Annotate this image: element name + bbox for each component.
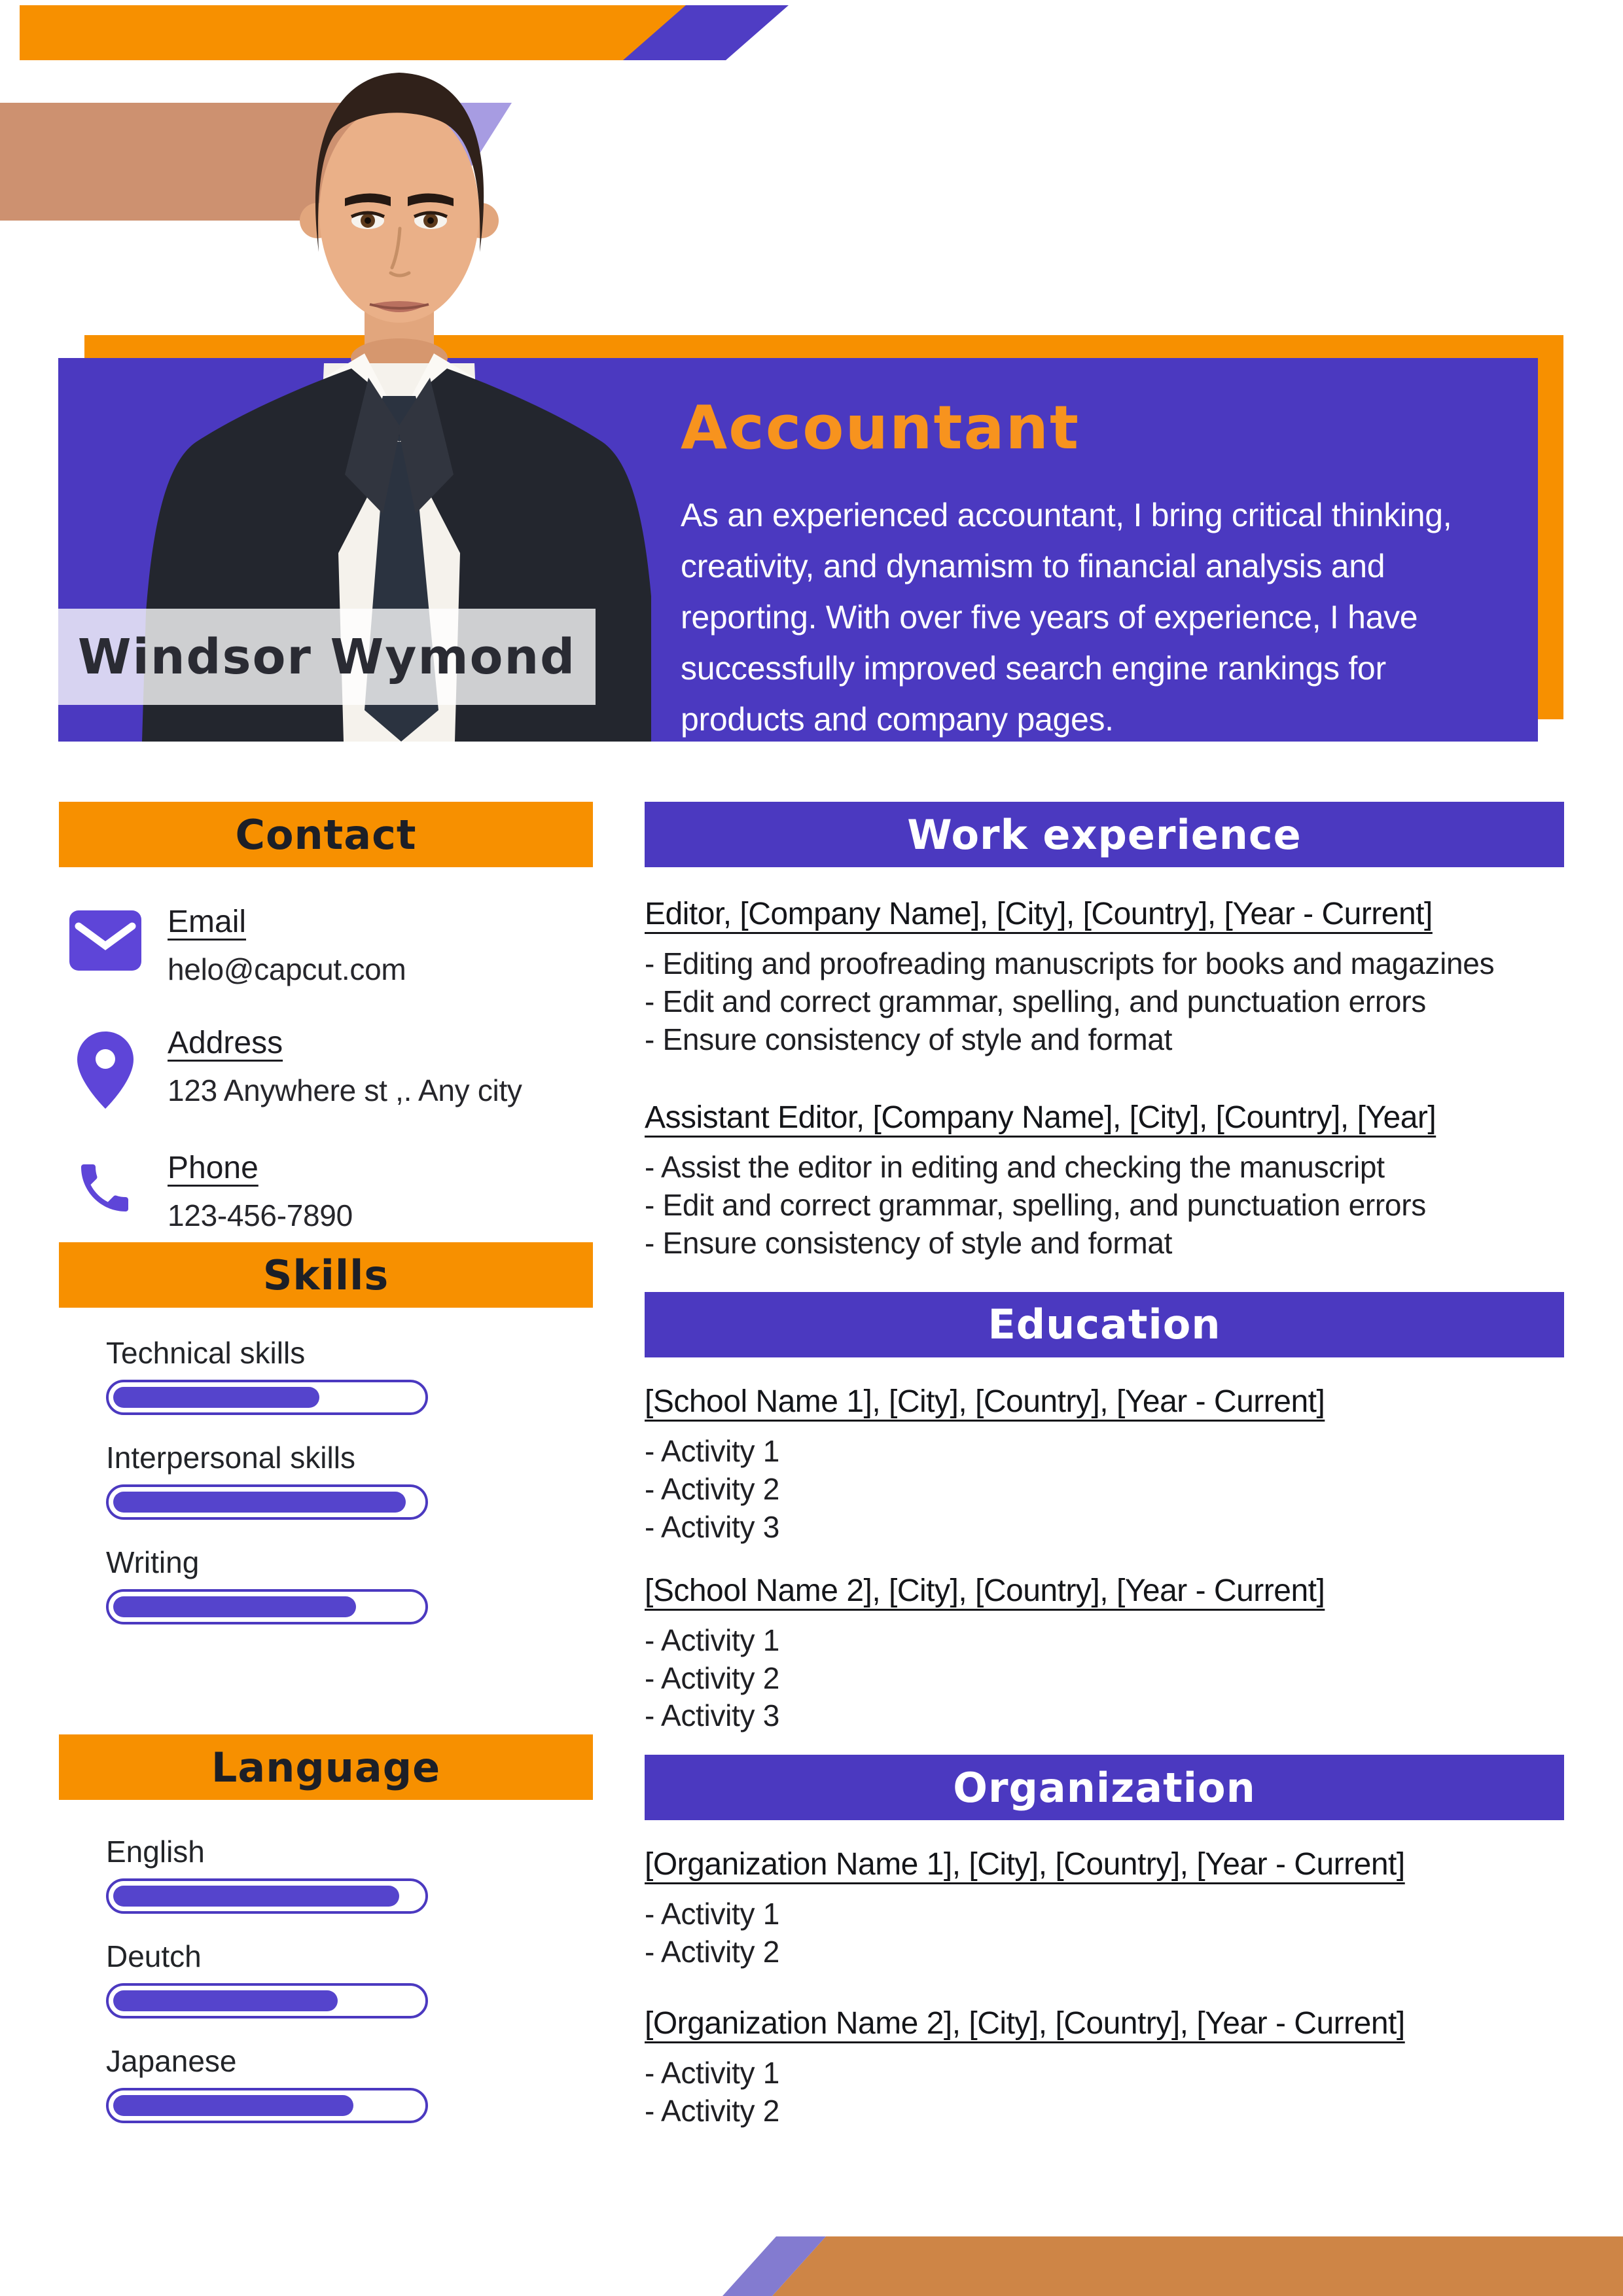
contact-phone (168, 1150, 353, 1233)
education-title: Education (988, 1300, 1221, 1349)
language-japanese-fill (113, 2095, 353, 2116)
contact-email-value: helo@capcut.com (168, 952, 406, 986)
org-1-heading: [Organization Name 1], [City], [Country], [Year - Current] (645, 1847, 1405, 1882)
map-pin-icon (59, 1025, 168, 1112)
top-orange-band (20, 5, 687, 60)
skill-technical-label: Technical skills (106, 1336, 306, 1370)
contact-address-value: 123 Anywhere st ,. Any city (168, 1073, 522, 1107)
contact-email (168, 904, 406, 987)
name-banner (58, 609, 596, 705)
profile-summary: As an experienced accountant, I bring critical thinking, creativity, and dynamism to financial analysis and reporting. With over five years of experience, I have successfully improved search engine rankings for products and company pages. (681, 497, 1452, 738)
contact-title: Contact (235, 810, 417, 859)
language-list (59, 1834, 593, 2123)
skill-technical-track (106, 1380, 428, 1415)
school-1-bullet: - Activity 1 (645, 1433, 780, 1468)
job-1-heading: Editor, [Company Name], [City], [Country], [Year - Current] (645, 897, 1433, 931)
work-experience-title: Work experience (907, 810, 1302, 859)
language-deutch-track (106, 1983, 428, 2018)
contact-row-phone (59, 1150, 593, 1233)
org-2-bullet: - Activity 1 (645, 2056, 780, 2090)
job-1-bullet: - Editing and proofreading manuscripts for books and magazines (645, 946, 1495, 980)
language-section-header (59, 1734, 593, 1800)
language-english-track (106, 1878, 428, 1914)
skill-interpersonal-fill (113, 1492, 406, 1513)
contact-phone-value: 123-456-7890 (168, 1198, 353, 1232)
language-deutch-label: Deutch (106, 1939, 202, 1973)
skill-interpersonal-label: Interpersonal skills (106, 1441, 355, 1475)
envelope-icon (59, 904, 168, 974)
contact-phone-label: Phone (168, 1151, 259, 1185)
organization-title: Organization (953, 1763, 1256, 1812)
skills-section-header (59, 1242, 593, 1308)
language-english-fill (113, 1886, 399, 1907)
job-2-heading: Assistant Editor, [Company Name], [City], [Country], [Year] (645, 1100, 1436, 1135)
work-experience-section-header (645, 802, 1564, 867)
language-deutch-fill (113, 1990, 338, 2011)
organization-section-header (645, 1755, 1564, 1820)
skills-title: Skills (262, 1251, 389, 1299)
contact-email-label: Email (168, 905, 247, 939)
school-2-bullets (645, 1622, 1564, 1736)
contact-address-label: Address (168, 1026, 283, 1060)
job-1-bullet: - Edit and correct grammar, spelling, and punctuation errors (645, 984, 1426, 1018)
skill-writing-fill (113, 1596, 356, 1617)
language-deutch (106, 1939, 593, 2018)
school-2-bullet: - Activity 2 (645, 1660, 780, 1695)
job-1-bullets (645, 945, 1564, 1059)
language-japanese (106, 2043, 593, 2123)
language-japanese-label: Japanese (106, 2044, 237, 2078)
org-2-heading: [Organization Name 2], [City], [Country], [Year - Current] (645, 2006, 1405, 2041)
skill-interpersonal-track (106, 1484, 428, 1520)
skill-writing-track (106, 1589, 428, 1624)
contact-address (168, 1025, 522, 1108)
right-column (645, 802, 1564, 2130)
school-1-bullet: - Activity 2 (645, 1471, 780, 1506)
contact-row-address (59, 1025, 593, 1112)
org-2-bullets (645, 2054, 1564, 2130)
org-1-bullet: - Activity 2 (645, 1935, 780, 1969)
job-2-bullets (645, 1149, 1564, 1263)
education-section-header (645, 1292, 1564, 1357)
job-title: Accountant (681, 393, 1080, 463)
language-english (106, 1834, 593, 1914)
contact-row-email (59, 904, 593, 987)
contact-list (59, 904, 593, 1233)
job-2-bullet: - Ensure consistency of style and format (645, 1225, 1173, 1260)
school-2-bullet: - Activity 1 (645, 1623, 780, 1657)
school-1-heading: [School Name 1], [City], [Country], [Year - Current] (645, 1384, 1325, 1419)
language-english-label: English (106, 1835, 205, 1869)
org-1-bullets (645, 1895, 1564, 1971)
contact-section-header (59, 802, 593, 867)
school-1-bullet: - Activity 3 (645, 1509, 780, 1544)
org-2-bullet: - Activity 2 (645, 2094, 780, 2128)
school-2-bullet: - Activity 3 (645, 1698, 780, 1733)
school-2-heading: [School Name 2], [City], [Country], [Year - Current] (645, 1573, 1325, 1608)
skill-writing (106, 1545, 593, 1624)
skill-technical (106, 1335, 593, 1415)
left-column (59, 802, 593, 2123)
skill-interpersonal (106, 1440, 593, 1520)
skill-writing-label: Writing (106, 1545, 200, 1579)
job-1-bullet: - Ensure consistency of style and format (645, 1022, 1173, 1056)
job-2-bullet: - Edit and correct grammar, spelling, and punctuation errors (645, 1187, 1426, 1222)
language-title: Language (211, 1743, 441, 1791)
phone-icon (59, 1150, 168, 1223)
job-2-bullet: - Assist the editor in editing and checking the manuscript (645, 1149, 1385, 1184)
person-name: Windsor Wymond (77, 628, 577, 685)
org-1-bullet: - Activity 1 (645, 1897, 780, 1931)
bottom-tan-band (722, 2236, 1623, 2296)
skill-technical-fill (113, 1387, 319, 1408)
skills-list (59, 1335, 593, 1624)
school-1-bullets (645, 1433, 1564, 1547)
language-japanese-track (106, 2088, 428, 2123)
